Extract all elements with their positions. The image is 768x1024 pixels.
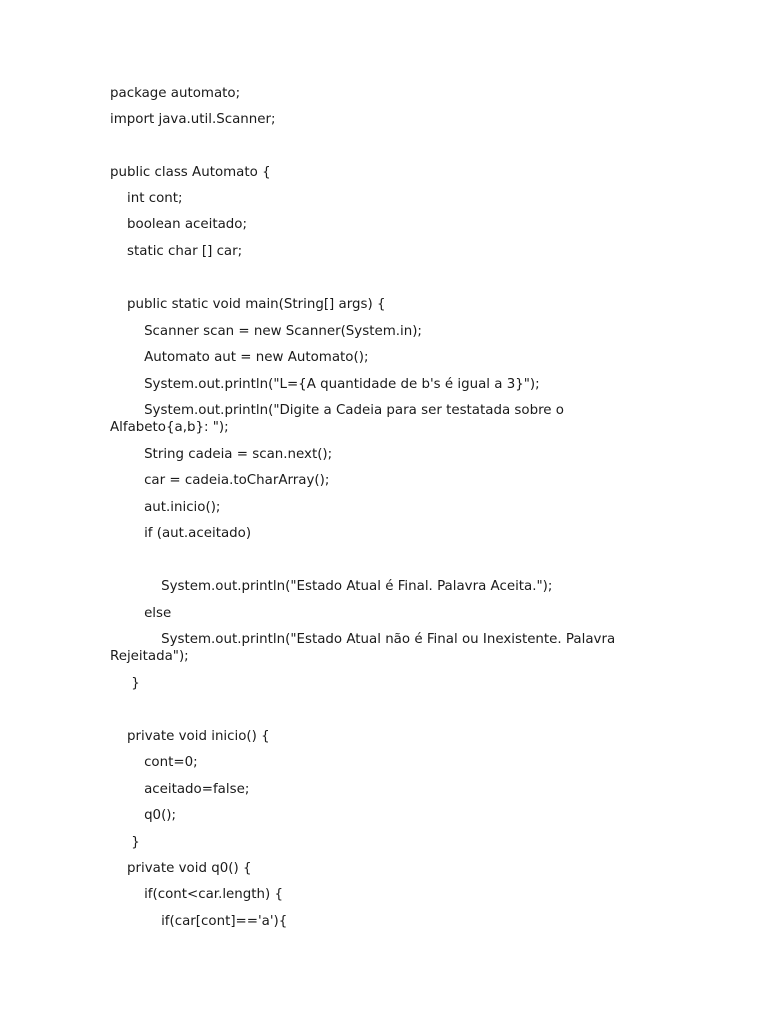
code-line-else: else [110, 606, 172, 621]
code-line-inicio-close-brace: } [110, 835, 140, 850]
code-line-read-input: String cadeia = scan.next(); [110, 447, 333, 462]
code-line-print-language: System.out.println("L={A quantidade de b's é igual a 3}"); [110, 377, 540, 392]
code-line-automato-instance: Automato aut = new Automato(); [110, 350, 369, 365]
code-line-if-char-a: if(car[cont]=='a'){ [110, 914, 288, 929]
code-line-main-declaration: public static void main(String[] args) { [110, 297, 386, 312]
code-line-field-cont: int cont; [110, 191, 183, 206]
code-line-to-char-array: car = cadeia.toCharArray(); [110, 473, 330, 488]
code-line-inicio-declaration: private void inicio() { [110, 729, 270, 744]
code-line-print-prompt: System.out.println("Digite a Cadeia para ser testatada sobre o Alfabeto{a,b}: "); [110, 403, 569, 435]
code-line-reset-cont: cont=0; [110, 755, 198, 770]
code-line-call-q0: q0(); [110, 808, 177, 823]
code-line-import: import java.util.Scanner; [110, 112, 276, 127]
code-line-class-declaration: public class Automato { [110, 165, 271, 180]
code-line-package: package automato; [110, 86, 241, 101]
code-line-field-aceitado: boolean aceitado; [110, 217, 248, 232]
code-line-field-car: static char [] car; [110, 244, 243, 259]
code-line-reset-aceitado: aceitado=false; [110, 782, 250, 797]
code-line-scanner: Scanner scan = new Scanner(System.in); [110, 324, 422, 339]
code-line-call-inicio: aut.inicio(); [110, 500, 221, 515]
code-line-print-rejected: System.out.println("Estado Atual não é Final ou Inexistente. Palavra Rejeitada"); [110, 632, 620, 664]
code-line-print-accepted: System.out.println("Estado Atual é Final. Palavra Aceita."); [110, 579, 553, 594]
code-line-q0-declaration: private void q0() { [110, 861, 252, 876]
code-line-if-length: if(cont<car.length) { [110, 887, 284, 902]
code-line-main-close-brace: } [110, 676, 140, 691]
code-line-if-accepted: if (aut.aceitado) [110, 526, 252, 541]
